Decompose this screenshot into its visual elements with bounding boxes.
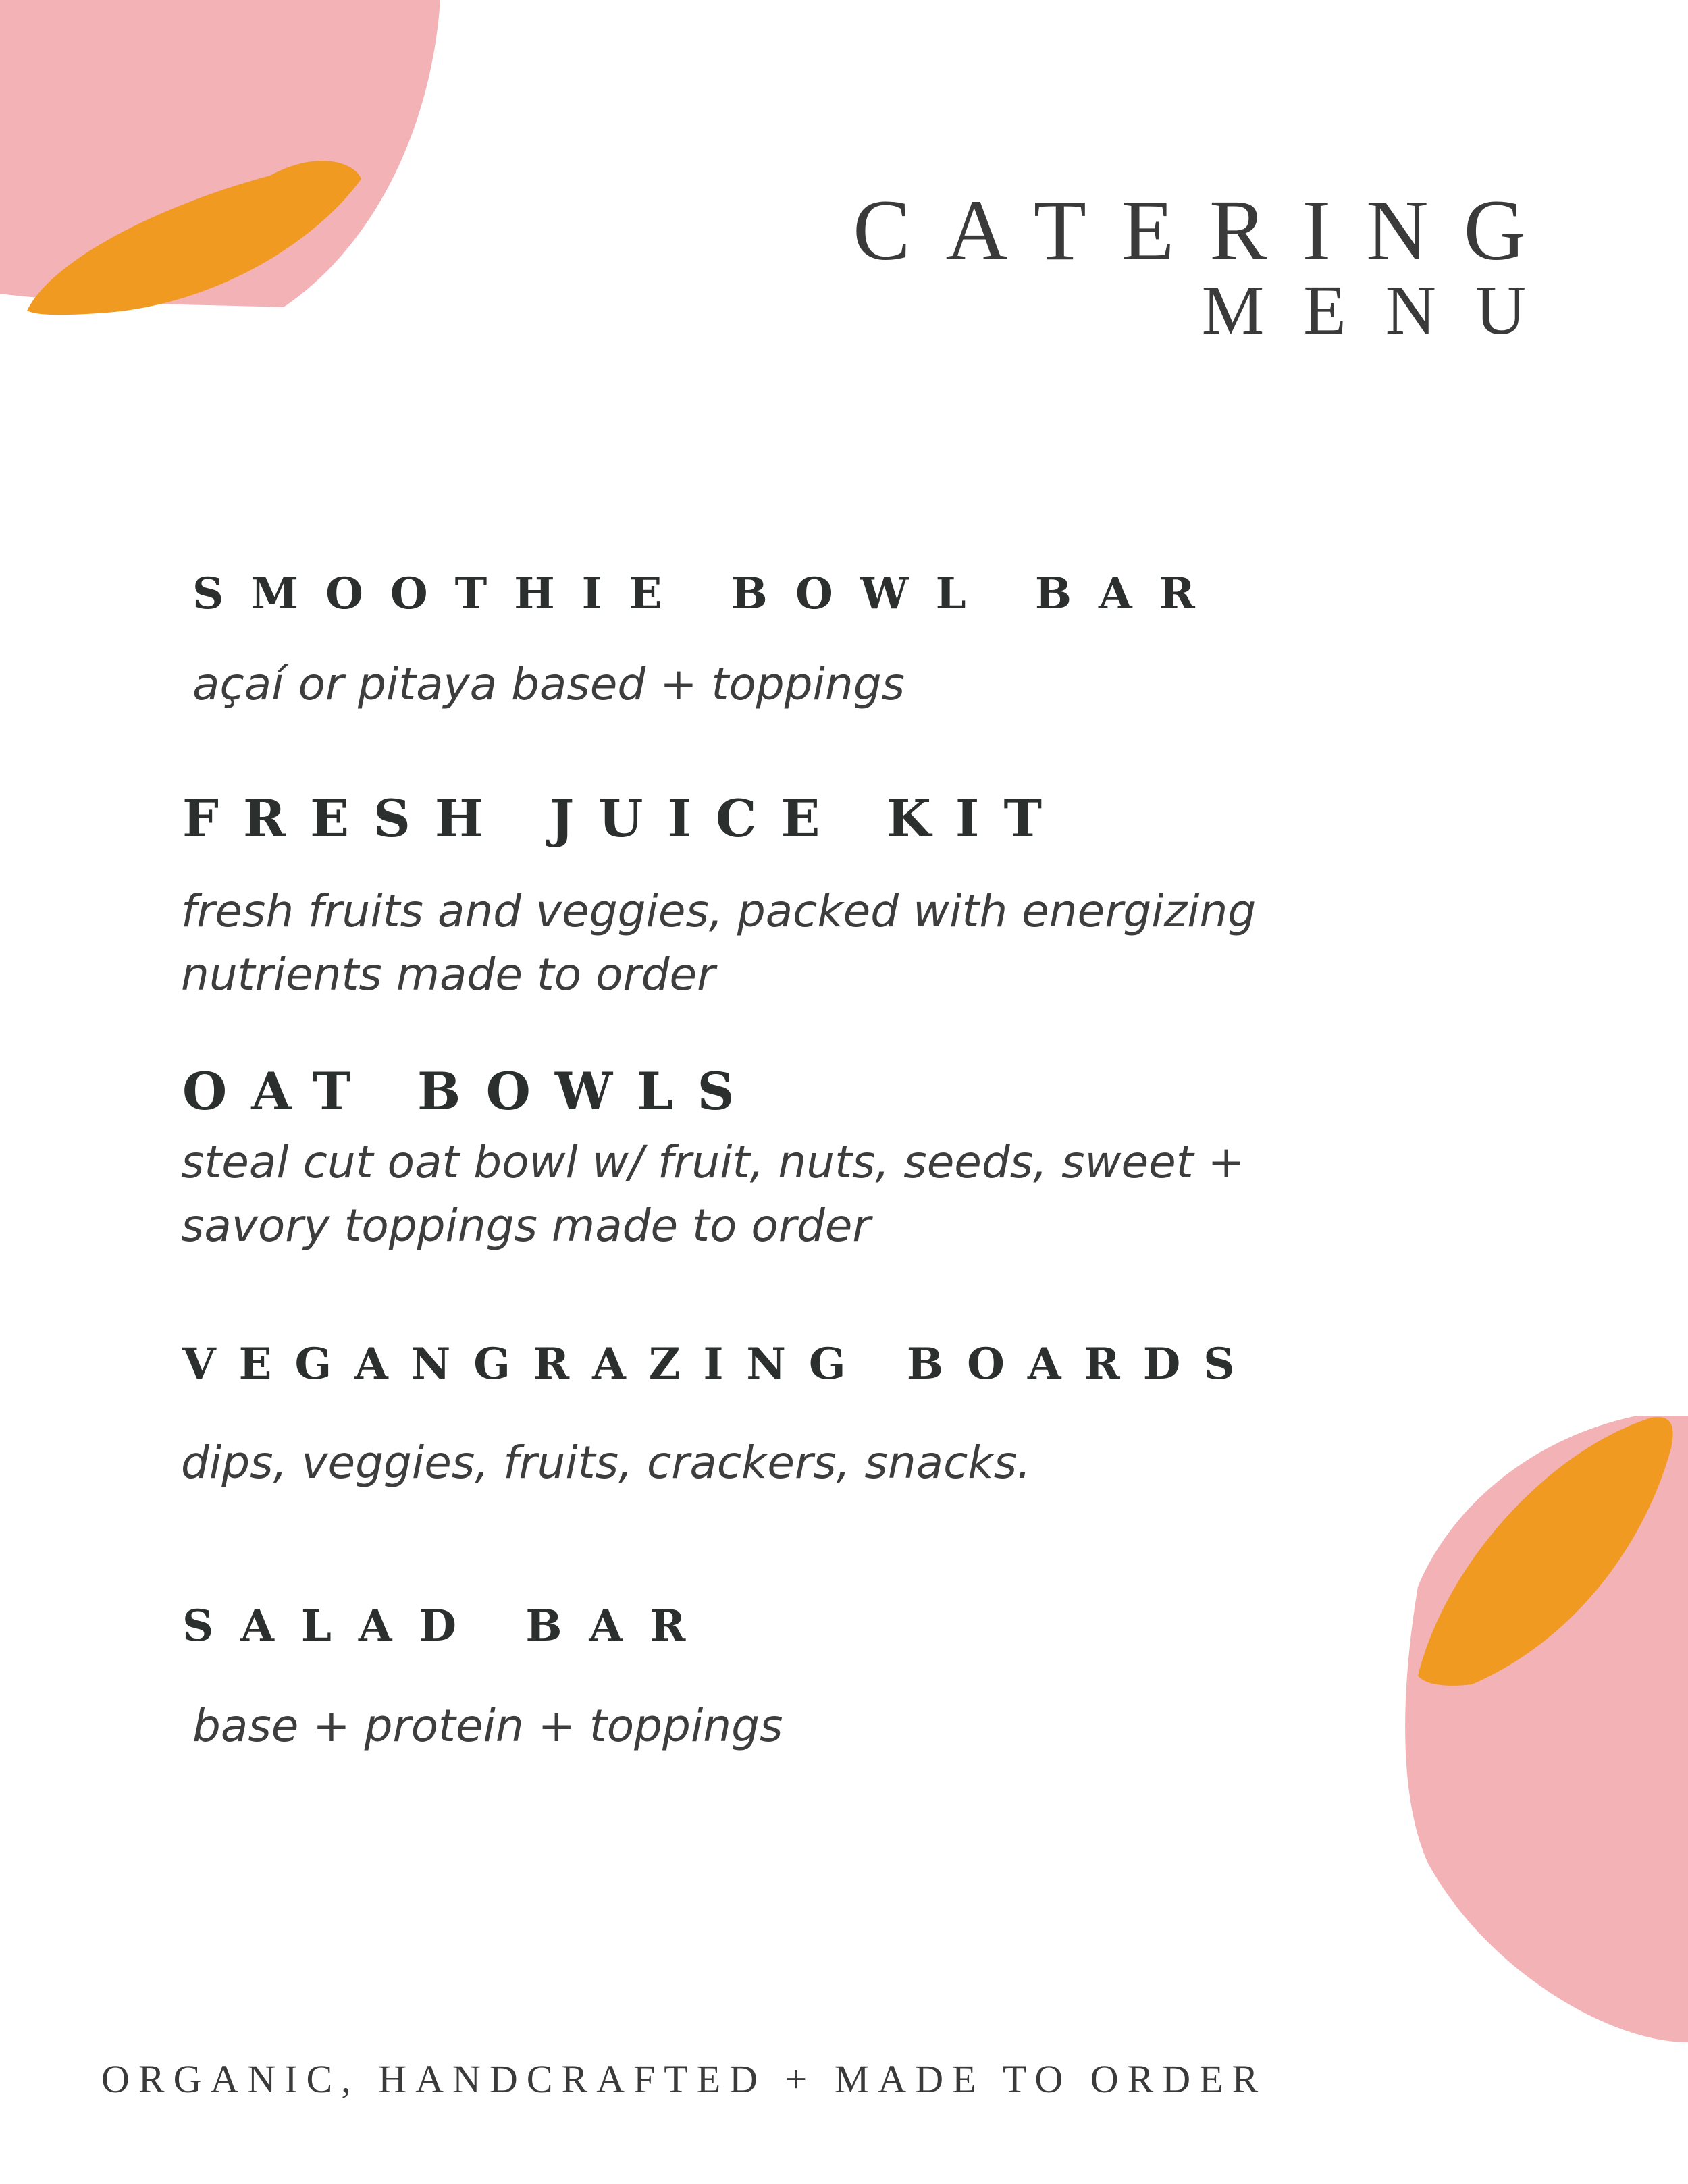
menu-item-description: [192, 653, 905, 716]
menu-item-description: [192, 1695, 783, 1758]
menu-item-description: [181, 880, 1256, 1007]
description-line: açaí or pitaya based + toppings: [192, 658, 905, 710]
title-line-menu: MENU: [1201, 271, 1565, 349]
menu-item-description: [181, 1431, 1031, 1495]
description-line: base + protein + toppings: [192, 1700, 783, 1752]
menu-item-name: FRESH JUICE KIT: [182, 789, 1067, 849]
menu-item-description: [181, 1131, 1245, 1258]
description-line: nutrients made to order: [181, 949, 716, 1001]
description-line: savory toppings made to order: [181, 1200, 871, 1252]
menu-item-name: SALAD BAR: [182, 1601, 713, 1651]
menu-item-name: OAT BOWLS: [182, 1061, 759, 1121]
description-line: steal cut oat bowl w/ fruit, nuts, seeds, sweet +: [181, 1136, 1245, 1188]
title-line-catering: CATERING: [853, 182, 1561, 278]
menu-item-name: VEGANGRAZING BOARDS: [182, 1339, 1258, 1389]
description-line: dips, veggies, fruits, crackers, snacks.: [181, 1437, 1031, 1489]
menu-item-name: SMOOTHIE BOWL BAR: [192, 568, 1222, 619]
description-line: fresh fruits and veggies, packed with energizing: [181, 885, 1257, 937]
footer-tagline: ORGANIC, HANDCRAFTED + MADE TO ORDER: [101, 2057, 1267, 2101]
